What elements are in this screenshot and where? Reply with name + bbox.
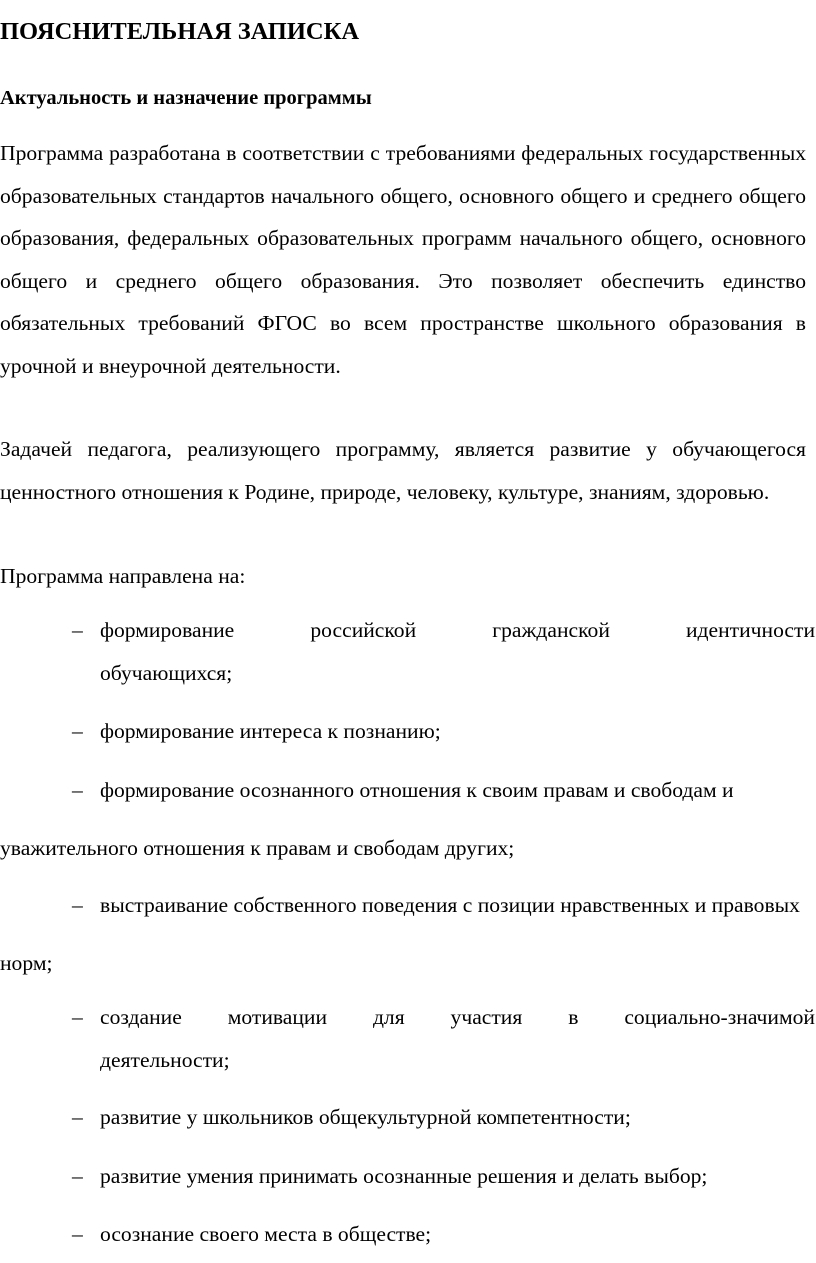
list-item [0, 761, 815, 877]
document-title: ПОЯСНИТЕЛЬНАЯ ЗАПИСКА [0, 18, 360, 45]
bullet-dash: – [72, 618, 83, 642]
paragraph-teacher-task: Задачей педагога, реализующего программу, является развитие у обучающегося ценностного отношения к Родине, природе, человеку, культуре, знаниям, здоровью. [0, 437, 806, 504]
bullet-dash: – [72, 719, 83, 743]
list-item-text-line2: обучающихся; [100, 661, 233, 685]
list-item-text: осознание своего места в обществе; [100, 1222, 432, 1246]
list-item [72, 1213, 815, 1256]
list-item [72, 1155, 815, 1198]
list-item [72, 996, 815, 1082]
list-item [72, 609, 815, 695]
list-item-text: формирование осознанного отношения к своим правам и свободам и уважительного отношения к правам и свободам других; [0, 778, 734, 860]
list-item-text: развитие умения принимать осознанные решения и делать выбор; [100, 1164, 708, 1188]
paragraph-program-basis: Программа разработана в соответствии с требованиями федеральных государственных образовательных стандартов начального общего, основного общего и среднего общего образования, федеральных образовательных программ начального общего, основного общего и среднего общего образования. Это позволяет обеспечить единство обязательных требований ФГОС во всем пространстве школьного образования в урочной и внеурочной деятельности. [0, 141, 806, 378]
section-heading: Актуальность и назначение программы [0, 87, 372, 109]
list-item-text: развитие у школьников общекультурной компетентности; [100, 1105, 631, 1129]
list-item [72, 1096, 815, 1139]
list-item-text: выстраивание собственного поведения с позиции нравственных и правовых норм; [0, 893, 800, 975]
list-item [72, 710, 815, 753]
list-item-text: формирование интереса к познанию; [100, 719, 441, 743]
list-item-text-line2: деятельности; [100, 1048, 230, 1072]
list-item-text-line1: создание мотивации для участия в социально-значимой [100, 1005, 815, 1029]
paragraph-program-aims-intro: Программа направлена на: [0, 564, 246, 588]
bullet-dash: – [72, 1005, 83, 1029]
list-item-text-line1: формирование российской гражданской идентичности [100, 618, 815, 642]
list-item [0, 876, 815, 992]
bullet-dash: – [72, 893, 83, 917]
bullet-dash: – [72, 1164, 83, 1188]
bullet-dash: – [72, 1222, 83, 1246]
bullet-dash: – [72, 778, 83, 802]
bullet-dash: – [72, 1105, 83, 1129]
